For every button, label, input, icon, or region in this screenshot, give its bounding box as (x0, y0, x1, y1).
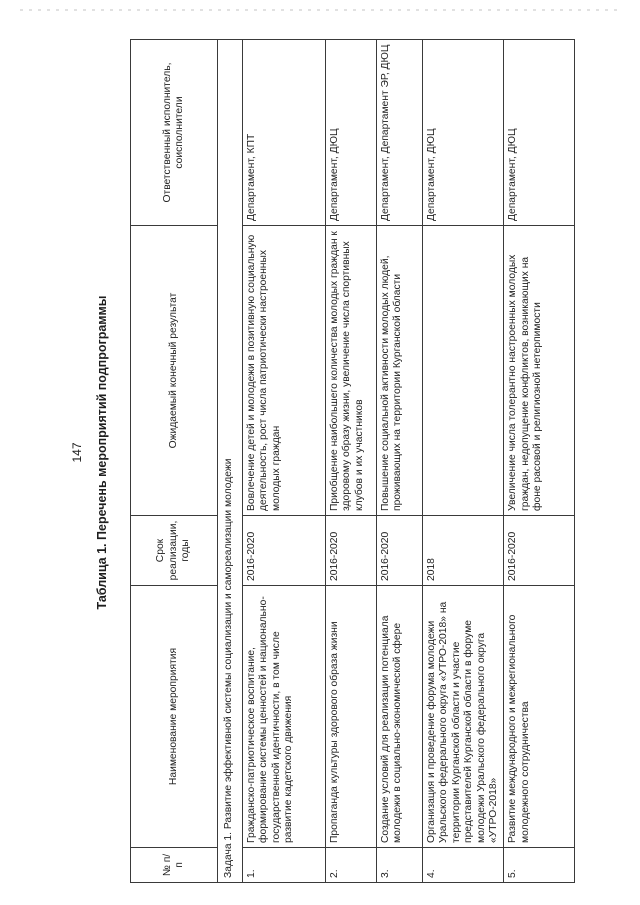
row-result: Приобщение наибольшего количества молодых граждан к здоровому образу жизни, увеличение числа спортивных клубов и их участников (326, 226, 377, 516)
page-number: 147 (70, 442, 84, 463)
row-responsible: Департамент, КПТ (243, 40, 326, 226)
table-title: Таблица 1. Перечень мероприятий подпрограммы (95, 295, 109, 610)
header-period: Срок реализации, годы (131, 516, 218, 586)
row-result: Вовлечение детей и молодежи в позитивную социальную деятельность, рост числа патриотически настроенных молодых граждан (243, 226, 326, 516)
row-period: 2016-2020 (504, 516, 575, 586)
row-name: Развитие международного и межрегионального молодежного сотрудничества (504, 586, 575, 848)
row-num: 5. (504, 848, 575, 883)
header-num: № п/п (131, 848, 218, 883)
table-row (423, 40, 504, 883)
task-label: Задача 1. Развитие эффективной системы социализации и самореализации молодежи (218, 40, 243, 883)
table-row (243, 40, 326, 883)
row-responsible: Департамент, ДЮЦ (504, 40, 575, 226)
row-num: 3. (377, 848, 423, 883)
row-period: 2016-2020 (326, 516, 377, 586)
row-name: Пропаганда культуры здорового образа жизни (326, 586, 377, 848)
row-responsible: Департамент, ДЮЦ (326, 40, 377, 226)
row-num: 4. (423, 848, 504, 883)
row-period: 2016-2020 (243, 516, 326, 586)
header-name: Наименование мероприятия (131, 586, 218, 848)
row-responsible: Департамент, ДЮЦ (423, 40, 504, 226)
row-name: Гражданско-патриотическое воспитание, формирование системы ценностей и национально-государственной идентичности, в том числе развитие кадетского движения (243, 586, 326, 848)
header-responsible: Ответственный исполнитель, соисполнители (131, 40, 218, 226)
task-row (218, 40, 243, 883)
row-responsible: Департамент, Департамент ЭР, ДЮЦ (377, 40, 423, 226)
row-period: 2016-2020 (377, 516, 423, 586)
row-name: Организация и проведение форума молодежи Уральского федерального округа «УТРО-2018» на территории Курганской области и участие представителей Курганской области в форуме молодежи Уральского федерального округа «УТРО-2018» (423, 586, 504, 848)
row-period: 2018 (423, 516, 504, 586)
table-header-row (131, 40, 218, 883)
row-num: 1. (243, 848, 326, 883)
table-row (377, 40, 423, 883)
row-result: Увеличение числа толерантно настроенных молодых граждан, недопущение конфликтов, возникающих на фоне расовой и религиозной нетерпимости (504, 226, 575, 516)
activities-table (130, 39, 575, 883)
row-num: 2. (326, 848, 377, 883)
header-result: Ожидаемый конечный результат (131, 226, 218, 516)
row-result: Повышение социальной активности молодых людей, проживающих на территории Курганской области (377, 226, 423, 516)
row-result (423, 226, 504, 516)
table-row (504, 40, 575, 883)
table-row (326, 40, 377, 883)
row-name: Создание условий для реализации потенциала молодежи в социально-экономической сфере (377, 586, 423, 848)
